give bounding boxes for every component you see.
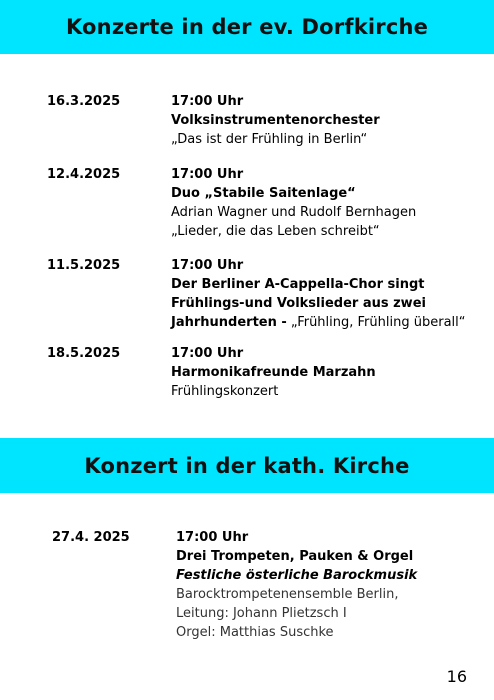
event-details (171, 165, 416, 241)
event-date: 27.4. 2025 (52, 530, 130, 545)
event-time: 17:00 Uhr (171, 258, 244, 273)
page-number: 16 (446, 667, 467, 686)
event-details (176, 528, 417, 642)
event-date: 18.5.2025 (47, 346, 121, 361)
event-description: Frühlings-und Volkslieder aus zwei (171, 296, 426, 311)
event-date: 12.4.2025 (47, 167, 121, 182)
event-performer: Harmonikafreunde Marzahn (171, 365, 376, 380)
event-program: „Frühling, Frühling überall“ (290, 315, 466, 330)
event-organist: Orgel: Matthias Suschke (176, 625, 334, 640)
event-time: 17:00 Uhr (176, 530, 249, 545)
event-performer: Volksinstrumentenorchester (171, 113, 380, 128)
event-time: 17:00 Uhr (171, 94, 244, 109)
event-performer: Drei Trompeten, Pauken & Orgel (176, 549, 414, 564)
event-details (171, 92, 380, 149)
event-ensemble: Barocktrompetenensemble Berlin, (176, 587, 399, 602)
event-artists: Adrian Wagner und Rudolf Bernhagen (171, 205, 417, 220)
event-program: „Lieder, die das Leben schreibt“ (171, 224, 380, 239)
event-program: Festliche österliche Barockmusik (176, 568, 418, 583)
event-description-part: Jahrhunderten - (171, 315, 287, 330)
event-program: Frühlingskonzert (171, 384, 279, 399)
event-performer: Duo „Stabile Saitenlage“ (171, 186, 356, 201)
section-title: Konzert in der kath. Kirche (84, 453, 410, 478)
event-date: 11.5.2025 (47, 258, 121, 273)
event-time: 17:00 Uhr (171, 346, 244, 361)
section-title: Konzerte in der ev. Dorfkirche (65, 15, 429, 39)
section-header-ev-dorfkirche (0, 0, 494, 54)
event-time: 17:00 Uhr (171, 167, 244, 182)
event-details (171, 256, 466, 332)
event-conductor: Leitung: Johann Plietzsch I (176, 606, 347, 621)
event-date: 16.3.2025 (47, 94, 121, 109)
event-description-line (171, 313, 466, 332)
section-header-kath-kirche (0, 438, 494, 493)
event-details (171, 344, 376, 401)
event-performer: Der Berliner A-Cappella-Chor singt (171, 277, 425, 292)
event-program: „Das ist der Frühling in Berlin“ (171, 132, 368, 147)
